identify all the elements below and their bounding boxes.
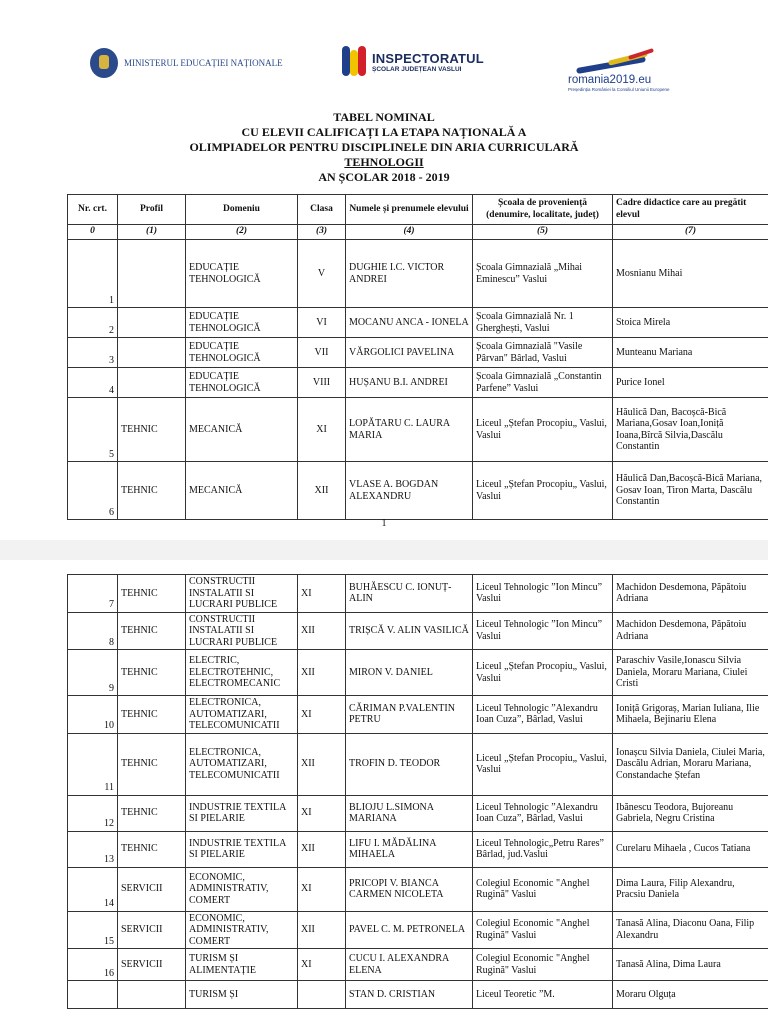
table-row: [68, 462, 768, 520]
profile-cell: [118, 240, 186, 308]
school-cell: Școala Gimnazială "Vasile Pârvan" Bârlad, Vaslui: [473, 338, 613, 368]
teachers-cell: Machidon Desdemona, Păpătoiu Adriana: [613, 575, 768, 613]
student-name-cell: MOCANU ANCA - IONELA: [346, 308, 473, 338]
student-name-cell: LIFU I. MĂDĂLINA MIHAELA: [346, 831, 473, 867]
domain-cell: ECONOMIC, ADMINISTRATIV, COMERT: [186, 867, 298, 911]
domain-cell: TURISM ȘI: [186, 981, 298, 1009]
row-number: 3: [68, 338, 118, 368]
domain-cell: MECANICĂ: [186, 398, 298, 462]
student-name-cell: VĂRGOLICI PAVELINA: [346, 338, 473, 368]
student-name-cell: MIRON V. DANIEL: [346, 650, 473, 696]
table-row: [68, 831, 768, 867]
students-table-page-1: [67, 194, 768, 520]
student-name-cell: BLIOJU L.SIMONA MARIANA: [346, 795, 473, 831]
student-name-cell: PAVEL C. M. PETRONELA: [346, 911, 473, 949]
school-cell: Colegiul Economic "Anghel Rugină" Vaslui: [473, 949, 613, 981]
page-number: 1: [381, 518, 387, 529]
school-cell: Liceul Tehnologic„Petru Rares” Bârlad, jud.Vaslui: [473, 831, 613, 867]
column-index: (5): [473, 225, 613, 240]
column-index: (2): [186, 225, 298, 240]
column-header: Domeniu: [186, 195, 298, 225]
class-cell: XII: [298, 733, 346, 795]
ministry-logo: [90, 48, 283, 78]
table-row: [68, 368, 768, 398]
school-cell: Liceul „Ștefan Procopiu„ Vaslui, Vaslui: [473, 398, 613, 462]
class-cell: XI: [298, 696, 346, 734]
school-cell: Liceul Tehnologic ”Alexandru Ioan Cuza”, Bârlad, Vaslui: [473, 795, 613, 831]
teachers-cell: Hăulică Dan, Bacoșcă-Bică Mariana,Gosav Ioan,Ioniță Ioana,Bîrcă Silvia,Dascălu Constantin: [613, 398, 768, 462]
school-cell: Liceul Tehnologic ”Ion Mincu” Vaslui: [473, 612, 613, 650]
class-cell: XII: [298, 831, 346, 867]
profile-cell: TEHNIC: [118, 398, 186, 462]
school-cell: Liceul Tehnologic ”Alexandru Ioan Cuza”, Bârlad, Vaslui: [473, 696, 613, 734]
student-name-cell: HUȘANU B.I. ANDREI: [346, 368, 473, 398]
romania2019-subtext: Președinția României la Consiliul Uniunii Europene: [568, 87, 670, 92]
teachers-cell: Purice Ionel: [613, 368, 768, 398]
profile-cell: [118, 338, 186, 368]
school-cell: Colegiul Economic "Anghel Rugină" Vaslui: [473, 911, 613, 949]
teachers-cell: Tanasă Alina, Diaconu Oana, Filip Alexandru: [613, 911, 768, 949]
column-index-row: [68, 225, 768, 240]
row-number: 9: [68, 650, 118, 696]
domain-cell: ELECTRONICA, AUTOMATIZARI, TELECOMUNICATII: [186, 696, 298, 734]
profile-cell: TEHNIC: [118, 575, 186, 613]
student-name-cell: PRICOPI V. BIANCA CARMEN NICOLETA: [346, 867, 473, 911]
class-cell: VII: [298, 338, 346, 368]
column-index: (7): [613, 225, 768, 240]
teachers-cell: Ibănescu Teodora, Bujoreanu Gabriela, Negru Cristina: [613, 795, 768, 831]
row-number: 15: [68, 911, 118, 949]
class-cell: [298, 981, 346, 1009]
table-row: [68, 867, 768, 911]
row-number: 11: [68, 733, 118, 795]
row-number: 13: [68, 831, 118, 867]
school-cell: Liceul „Ștefan Procopiu„ Vaslui, Vaslui: [473, 733, 613, 795]
isj-subtitle: ȘCOLAR JUDEȚEAN VASLUI: [372, 66, 462, 73]
class-cell: XI: [298, 867, 346, 911]
romania2019-logo: [568, 52, 678, 92]
table-row: [68, 575, 768, 613]
row-number: 4: [68, 368, 118, 398]
domain-cell: CONSTRUCTII INSTALATII SI LUCRARI PUBLICE: [186, 612, 298, 650]
row-number: [68, 981, 118, 1009]
student-name-cell: BUHĂESCU C. IONUȚ-ALIN: [346, 575, 473, 613]
class-cell: VIII: [298, 368, 346, 398]
class-cell: XII: [298, 650, 346, 696]
domain-cell: EDUCAȚIE TEHNOLOGICĂ: [186, 240, 298, 308]
domain-cell: EDUCAȚIE TEHNOLOGICĂ: [186, 368, 298, 398]
title-line-5: AN ȘCOLAR 2018 - 2019: [318, 170, 450, 184]
table-row: [68, 612, 768, 650]
row-number: 10: [68, 696, 118, 734]
teachers-cell: Dima Laura, Filip Alexandru, Pracsiu Daniela: [613, 867, 768, 911]
document-title: [0, 110, 768, 185]
profile-cell: TEHNIC: [118, 612, 186, 650]
column-index: (1): [118, 225, 186, 240]
teachers-cell: Moraru Olguța: [613, 981, 768, 1009]
class-cell: XI: [298, 398, 346, 462]
profile-cell: TEHNIC: [118, 650, 186, 696]
title-line-4: TEHNOLOGII: [344, 155, 424, 169]
profile-cell: SERVICII: [118, 949, 186, 981]
school-cell: Școala Gimnazială „Mihai Eminescu” Vaslui: [473, 240, 613, 308]
teachers-cell: Mosnianu Mihai: [613, 240, 768, 308]
column-header: Clasa: [298, 195, 346, 225]
column-header: Numele și prenumele elevului: [346, 195, 473, 225]
document-page-2: [0, 560, 768, 1024]
teachers-cell: Stoica Mirela: [613, 308, 768, 338]
teachers-cell: Munteanu Mariana: [613, 338, 768, 368]
domain-cell: ELECTRIC, ELECTROTEHNIC, ELECTROMECANIC: [186, 650, 298, 696]
row-number: 12: [68, 795, 118, 831]
column-index: (3): [298, 225, 346, 240]
class-cell: XII: [298, 462, 346, 520]
row-number: 6: [68, 462, 118, 520]
profile-cell: SERVICII: [118, 911, 186, 949]
teachers-cell: Tanasă Alina, Dima Laura: [613, 949, 768, 981]
profile-cell: [118, 308, 186, 338]
domain-cell: INDUSTRIE TEXTILA SI PIELARIE: [186, 831, 298, 867]
table-row: [68, 981, 768, 1009]
class-cell: V: [298, 240, 346, 308]
teachers-cell: Ionașcu Silvia Daniela, Ciulei Maria, Dascălu Adrian, Moraru Mariana, Constandache Ștefan: [613, 733, 768, 795]
class-cell: XII: [298, 612, 346, 650]
row-number: 7: [68, 575, 118, 613]
student-name-cell: TROFIN D. TEODOR: [346, 733, 473, 795]
teachers-cell: Curelaru Mihaela , Cucos Tatiana: [613, 831, 768, 867]
school-cell: Liceul Teoretic ”M.: [473, 981, 613, 1009]
table-row: [68, 911, 768, 949]
column-header: Școala de proveniență (denumire, localitate, județ): [473, 195, 613, 225]
school-cell: Liceul „Ștefan Procopiu„ Vaslui, Vaslui: [473, 650, 613, 696]
column-header: Nr. crt.: [68, 195, 118, 225]
row-number: 16: [68, 949, 118, 981]
column-header: Profil: [118, 195, 186, 225]
profile-cell: SERVICII: [118, 867, 186, 911]
ministry-name: MINISTERUL EDUCAȚIEI NAȚIONALE: [124, 58, 283, 68]
table-row: [68, 696, 768, 734]
table-row: [68, 650, 768, 696]
domain-cell: MECANICĂ: [186, 462, 298, 520]
profile-cell: TEHNIC: [118, 795, 186, 831]
student-name-cell: DUGHIE I.C. VICTOR ANDREI: [346, 240, 473, 308]
isj-emblem-icon: [340, 42, 368, 82]
column-header: Cadre didactice care au pregătit elevul: [613, 195, 768, 225]
table-row: [68, 733, 768, 795]
column-index: (4): [346, 225, 473, 240]
table-row: [68, 949, 768, 981]
school-cell: Liceul Tehnologic ”Ion Mincu” Vaslui: [473, 575, 613, 613]
title-line-3: OLIMPIADELOR PENTRU DISCIPLINELE DIN ARIA CURRICULARĂ: [189, 140, 579, 154]
school-cell: Școala Gimnazială „Constantin Parfene” Vaslui: [473, 368, 613, 398]
student-name-cell: TRIȘCĂ V. ALIN VASILICĂ: [346, 612, 473, 650]
class-cell: XII: [298, 911, 346, 949]
table-row: [68, 308, 768, 338]
profile-cell: [118, 368, 186, 398]
domain-cell: EDUCAȚIE TEHNOLOGICĂ: [186, 338, 298, 368]
row-number: 1: [68, 240, 118, 308]
school-cell: Școala Gimnazială Nr. 1 Gherghești, Vaslui: [473, 308, 613, 338]
school-cell: Colegiul Economic "Anghel Rugină" Vaslui: [473, 867, 613, 911]
students-table-page-2: [67, 574, 768, 1009]
isj-title: INSPECTORATUL: [372, 51, 484, 66]
table-row: [68, 240, 768, 308]
student-name-cell: STAN D. CRISTIAN: [346, 981, 473, 1009]
profile-cell: TEHNIC: [118, 733, 186, 795]
domain-cell: EDUCAȚIE TEHNOLOGICĂ: [186, 308, 298, 338]
title-line-2: CU ELEVII CALIFICAȚI LA ETAPA NAȚIONALĂ A: [241, 125, 527, 139]
teachers-cell: Machidon Desdemona, Păpătoiu Adriana: [613, 612, 768, 650]
romania2019-text: romania2019.eu: [568, 74, 652, 86]
row-number: 8: [68, 612, 118, 650]
table-row: [68, 398, 768, 462]
row-number: 5: [68, 398, 118, 462]
teachers-cell: Ioniță Grigoraș, Marian Iuliana, Ilie Mihaela, Bejinariu Elena: [613, 696, 768, 734]
class-cell: XI: [298, 575, 346, 613]
row-number: 14: [68, 867, 118, 911]
table-row: [68, 795, 768, 831]
romania2019-swoosh-icon: [568, 52, 678, 74]
profile-cell: TEHNIC: [118, 831, 186, 867]
class-cell: XI: [298, 949, 346, 981]
student-name-cell: LOPĂTARU C. LAURA MARIA: [346, 398, 473, 462]
profile-cell: [118, 981, 186, 1009]
teachers-cell: Hăulică Dan,Bacoșcă-Bică Mariana, Gosav Ioan, Tiron Marta, Dascălu Constantin: [613, 462, 768, 520]
isj-logo: [340, 42, 484, 82]
student-name-cell: VLASE A. BOGDAN ALEXANDRU: [346, 462, 473, 520]
student-name-cell: CUCU I. ALEXANDRA ELENA: [346, 949, 473, 981]
profile-cell: TEHNIC: [118, 462, 186, 520]
domain-cell: TURISM ȘI ALIMENTAȚIE: [186, 949, 298, 981]
domain-cell: ECONOMIC, ADMINISTRATIV, COMERT: [186, 911, 298, 949]
class-cell: VI: [298, 308, 346, 338]
student-name-cell: CĂRIMAN P.VALENTIN PETRU: [346, 696, 473, 734]
domain-cell: ELECTRONICA, AUTOMATIZARI, TELECOMUNICATII: [186, 733, 298, 795]
profile-cell: TEHNIC: [118, 696, 186, 734]
class-cell: XI: [298, 795, 346, 831]
teachers-cell: Paraschiv Vasile,Ionascu Silvia Daniela, Moraru Mariana, Ciulei Cristi: [613, 650, 768, 696]
title-line-1: TABEL NOMINAL: [333, 110, 435, 124]
column-index: 0: [68, 225, 118, 240]
domain-cell: INDUSTRIE TEXTILA SI PIELARIE: [186, 795, 298, 831]
table-row: [68, 338, 768, 368]
domain-cell: CONSTRUCTII INSTALATII SI LUCRARI PUBLICE: [186, 575, 298, 613]
school-cell: Liceul „Ștefan Procopiu„ Vaslui, Vaslui: [473, 462, 613, 520]
coat-of-arms-icon: [90, 48, 118, 78]
table-header-row: [68, 195, 768, 225]
row-number: 2: [68, 308, 118, 338]
